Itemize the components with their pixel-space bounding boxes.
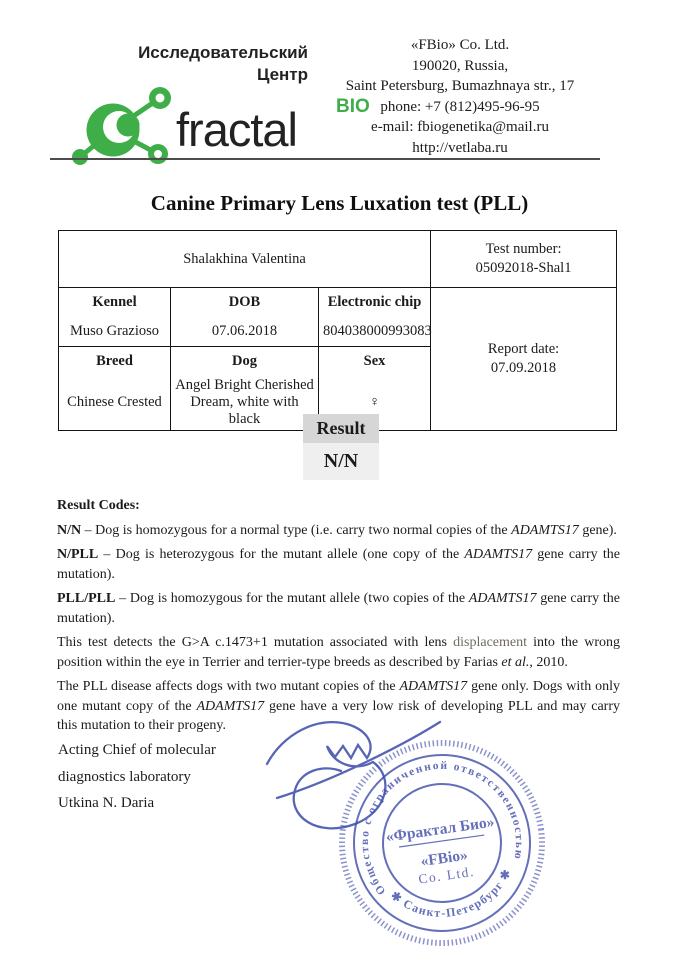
test-description-paragraph: This test detects the G>A c.1473+1 mutation associated with lens displacement into the wrong position within the eye in Terrier and terrier-type breeds as described by Farias et al., 2010. (57, 635, 620, 670)
result-value: N/N (303, 443, 379, 480)
company-phone: phone: +7 (812)495-96-95 (380, 98, 540, 115)
stamp-center-name-ru: «Фрактал Био» (384, 813, 496, 846)
molecule-icon (72, 87, 171, 165)
test-number-cell (431, 231, 617, 288)
dog-value: Angel Bright Cherished Dream, white with black (171, 375, 319, 431)
company-email: e-mail: fbiogenetika@mail.ru (371, 119, 549, 135)
signatory-name: Utkina N. Daria (58, 795, 155, 811)
lab-name-line2: Центр (256, 65, 308, 84)
sex-value: ♀ (319, 375, 431, 431)
lab-name (40, 42, 308, 86)
signatory-title-line1: Acting Chief of molecular (58, 742, 216, 758)
company-postcode: 190020, Russia, (411, 57, 509, 74)
test-number-value: 05092018-Shal1 (475, 260, 572, 276)
code-paragraph-pllpll: PLL/PLL – Dog is homozygous for the mutant allele (two copies of the ADAMTS17 gene carry the mutation). (57, 591, 620, 626)
header-divider (50, 158, 600, 160)
owner-cell: Shalakhina Valentina (59, 231, 431, 288)
company-website: http://vetlaba.ru (412, 139, 508, 156)
report-date-label: Report date: (487, 341, 560, 357)
report-date-value: 07.09.2018 (490, 360, 557, 376)
company-address (330, 35, 590, 158)
specimen-table (58, 230, 617, 431)
report-date-cell (431, 288, 617, 431)
disease-description-paragraph: The PLL disease affects dogs with two mutant copies of the ADAMTS17 gene only. Dogs with only one mutant copy of the ADAMTS17 gene have a very low risk of developing PLL and may carry this mutation to their progeny. (57, 679, 620, 733)
code-paragraph-npll: N/PLL – Dog is heterozygous for the mutant allele (one copy of the ADAMTS17 gene carry the mutation). (57, 547, 620, 582)
stamp-ring-text-top: Общество с ограниченной ответственностью (358, 759, 526, 897)
logo-word: fractal (176, 103, 297, 156)
test-number-label: Test number: (485, 241, 562, 257)
breed-value: Chinese Crested (59, 375, 171, 431)
signatory-title-line2: diagnostics laboratory (58, 768, 191, 785)
result-box (303, 414, 379, 480)
code-paragraph-nn: N/N – Dog is homozygous for a normal type (i.e. carry two normal copies of the ADAMTS17 gene). (57, 522, 617, 538)
kennel-value: Muso Grazioso (59, 316, 171, 347)
dob-value: 07.06.2018 (171, 316, 319, 347)
stamp-center-co-ltd: Co. Ltd. (417, 863, 476, 887)
table-row (59, 288, 617, 317)
table-row (59, 231, 617, 288)
breed-label: Breed (59, 347, 171, 376)
result-codes-heading: Result Codes: (57, 498, 140, 513)
chip-label: Electronic chip (319, 288, 431, 317)
signatory-block (58, 737, 216, 817)
company-street: Saint Petersburg, Bumazhnaya str., 17 (345, 78, 575, 94)
stamp-ring-text-bottom: ✱ Санкт-Петербург ✱ (387, 865, 515, 920)
sex-label: Sex (319, 347, 431, 376)
chip-value: 804038000993083 (319, 316, 431, 347)
kennel-label: Kennel (59, 288, 171, 317)
result-label: Result (303, 414, 379, 443)
signature-scribble (255, 700, 455, 870)
document-title: Canine Primary Lens Luxation test (PLL) (150, 191, 529, 215)
dob-label: DOB (171, 288, 319, 317)
logo-bio-sup: BIO (336, 96, 370, 117)
dog-label: Dog (171, 347, 319, 376)
lab-name-line1: Исследовательский (138, 43, 308, 62)
stamp-center-name-en: «FBio» (419, 846, 469, 871)
company-name: «FBio» Co. Ltd. (410, 37, 510, 53)
